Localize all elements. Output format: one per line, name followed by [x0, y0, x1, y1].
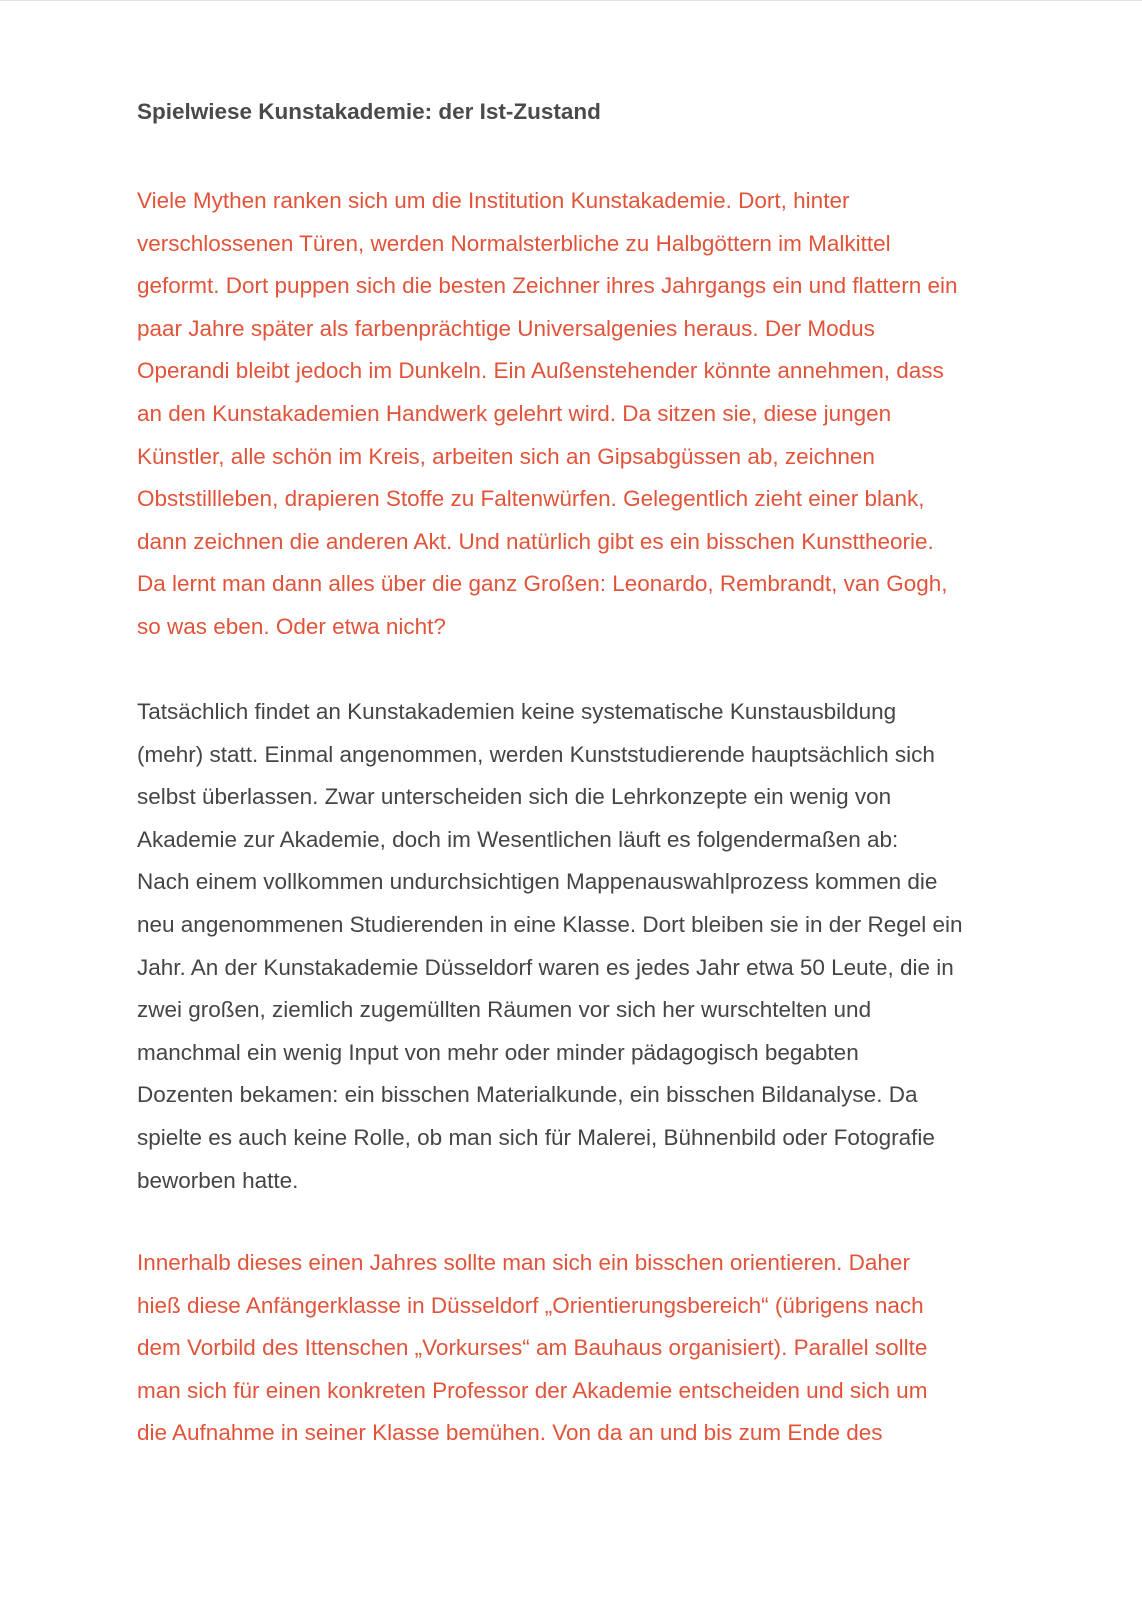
paragraph-2 — [137, 691, 963, 1202]
paragraph-line: Nach einem vollkommen undurchsichtigen Mappenauswahlprozess kommen die — [137, 869, 938, 895]
paragraph-line: man sich für einen konkreten Professor der Akademie entscheiden und sich um — [137, 1377, 928, 1403]
paragraph-line: dem Vorbild des Ittenschen „Vorkurses“ am Bauhaus organisiert). Parallel sollte — [137, 1335, 928, 1361]
paragraph-line: die Aufnahme in seiner Klasse bemühen. Von da an und bis zum Ende des — [137, 1420, 883, 1446]
paragraph-line: Da lernt man dann alles über die ganz Großen: Leonardo, Rembrandt, van Gogh, — [137, 571, 948, 597]
paragraph-line: selbst überlassen. Zwar unterscheiden sich die Lehrkonzepte ein wenig von — [137, 784, 892, 810]
paragraph-line: Obststillleben, drapieren Stoffe zu Faltenwürfen. Gelegentlich zieht einer blank, — [137, 486, 925, 512]
paragraph-line: Akademie zur Akademie, doch im Wesentlichen läuft es folgendermaßen ab: — [137, 826, 899, 852]
paragraph-line: Künstler, alle schön im Kreis, arbeiten sich an Gipsabgüssen ab, zeichnen — [137, 443, 875, 469]
paragraph-line: Dozenten bekamen: ein bisschen Materialkunde, ein bisschen Bildanalyse. Da — [137, 1082, 918, 1108]
paragraph-line: hieß diese Anfängerklasse in Düsseldorf „Orientierungsbereich“ (übrigens nach — [137, 1292, 924, 1318]
page-top-border — [0, 0, 1142, 1]
paragraph-line: Viele Mythen ranken sich um die Institution Kunstakademie. Dort, hinter — [137, 188, 850, 213]
paragraph-line: Innerhalb dieses einen Jahres sollte man sich ein bisschen orientieren. Daher — [137, 1250, 910, 1275]
paragraph-line: geformt. Dort puppen sich die besten Zeichner ihres Jahrgangs ein und flattern ein — [137, 273, 958, 299]
paragraph-line: zwei großen, ziemlich zugemüllten Räumen vor sich her wurschtelten und — [137, 997, 872, 1023]
document-title: Spielwiese Kunstakademie: der Ist-Zustand — [137, 99, 601, 124]
paragraph-line: so was eben. Oder etwa nicht? — [137, 613, 446, 639]
paragraph-line: Jahr. An der Kunstakademie Düsseldorf waren es jedes Jahr etwa 50 Leute, die in — [137, 954, 954, 980]
paragraph-1 — [137, 180, 957, 649]
paragraph-line: paar Jahre später als farbenprächtige Universalgenies heraus. Der Modus — [137, 315, 875, 341]
paragraph-line: Tatsächlich findet an Kunstakademien keine systematische Kunstausbildung — [137, 699, 897, 724]
paragraph-line: an den Kunstakademien Handwerk gelehrt wird. Da sitzen sie, diese jungen — [137, 400, 892, 426]
paragraph-line: Operandi bleibt jedoch im Dunkeln. Ein Außenstehender könnte annehmen, dass — [137, 358, 944, 384]
paragraph-line: manchmal ein wenig Input von mehr oder minder pädagogisch begabten — [137, 1039, 859, 1065]
paragraph-line: (mehr) statt. Einmal angenommen, werden Kunststudierende hauptsächlich sich — [137, 741, 935, 767]
paragraph-line: dann zeichnen die anderen Akt. Und natürlich gibt es ein bisschen Kunsttheorie. — [137, 528, 934, 554]
document-page — [137, 92, 1017, 1446]
paragraph-line: beworben hatte. — [137, 1167, 299, 1193]
paragraph-line: spielte es auch keine Rolle, ob man sich für Malerei, Bühnenbild oder Fotografie — [137, 1124, 935, 1150]
paragraph-line: neu angenommenen Studierenden in eine Klasse. Dort bleiben sie in der Regel ein — [137, 911, 963, 937]
paragraph-3 — [137, 1242, 927, 1455]
paragraph-line: verschlossenen Türen, werden Normalsterbliche zu Halbgöttern im Malkittel — [137, 230, 891, 256]
